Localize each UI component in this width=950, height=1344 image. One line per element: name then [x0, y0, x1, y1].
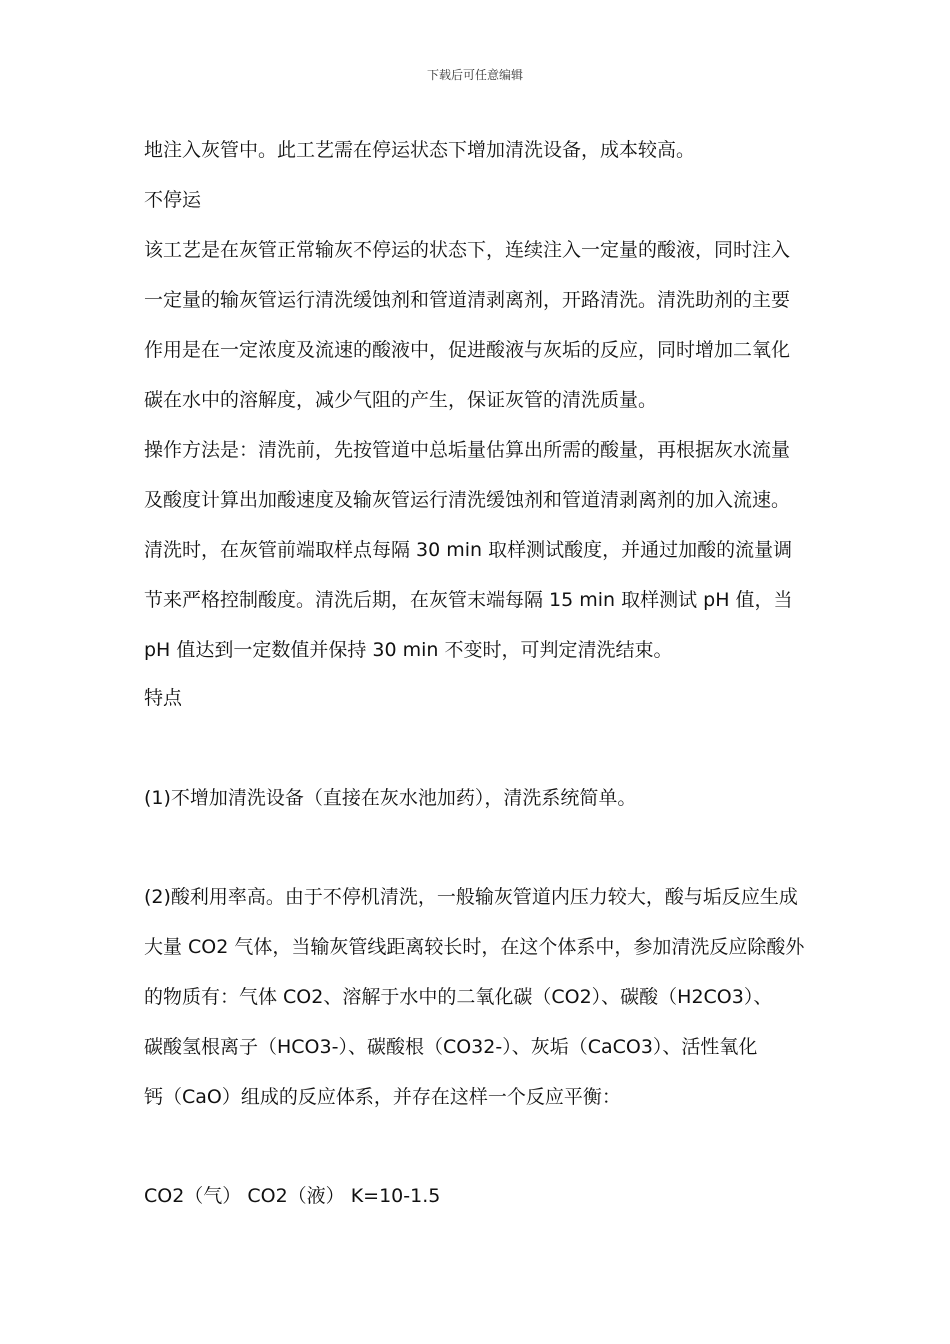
text-line: 碳酸氢根离子（HCO3-）、碳酸根（CO32-）、灰垢（CaCO3）、活性氧化	[144, 1036, 758, 1058]
page-header: 下载后可任意编辑	[426, 68, 523, 82]
text-line: 一定量的输灰管运行清洗缓蚀剂和管道清剥离剂，开路清洗。清洗助剂的主要	[144, 289, 791, 311]
text-line: 节来严格控制酸度。清洗后期，在灰管末端每隔 15 min 取样测试 pH 值，当	[144, 589, 793, 611]
text-line: 碳在水中的溶解度，减少气阻的产生，保证灰管的清洗质量。	[144, 389, 658, 411]
section-heading-te-dian: 特点	[144, 687, 183, 709]
text-line: 大量 CO2 气体，当输灰管线距离较长时，在这个体系中，参加清洗反应除酸外	[144, 936, 805, 958]
text-line: 操作方法是：清洗前，先按管道中总垢量估算出所需的酸量，再根据灰水流量	[144, 439, 791, 461]
text-line: 及酸度计算出加酸速度及输灰管运行清洗缓蚀剂和管道清剥离剂的加入流速。	[144, 489, 791, 511]
text-line: 作用是在一定浓度及流速的酸液中，促进酸液与灰垢的反应，同时增加二氧化	[144, 339, 791, 361]
text-line: 地注入灰管中。此工艺需在停运状态下增加清洗设备，成本较高。	[144, 139, 696, 161]
list-item-1: (1)不增加清洗设备（直接在灰水池加药），清洗系统简单。	[144, 787, 637, 809]
text-line: 钙（CaO）组成的反应体系，并存在这样一个反应平衡：	[144, 1086, 621, 1108]
text-line: 的物质有：气体 CO2、溶解于水中的二氧化碳（CO2）、碳酸（H2CO3）、	[144, 986, 773, 1008]
text-line: pH 值达到一定数值并保持 30 min 不变时，可判定清洗结束。	[144, 639, 673, 661]
section-heading-bu-ting-yun: 不停运	[144, 189, 202, 211]
text-line: 清洗时，在灰管前端取样点每隔 30 min 取样测试酸度，并通过加酸的流量调	[144, 539, 793, 561]
equation-line: CO2（气） CO2（液） K=10-1.5	[144, 1185, 441, 1207]
list-item-2: (2)酸利用率高。由于不停机清洗，一般输灰管道内压力较大，酸与垢反应生成	[144, 886, 798, 908]
text-line: 该工艺是在灰管正常输灰不停运的状态下，连续注入一定量的酸液，同时注入	[144, 239, 791, 261]
